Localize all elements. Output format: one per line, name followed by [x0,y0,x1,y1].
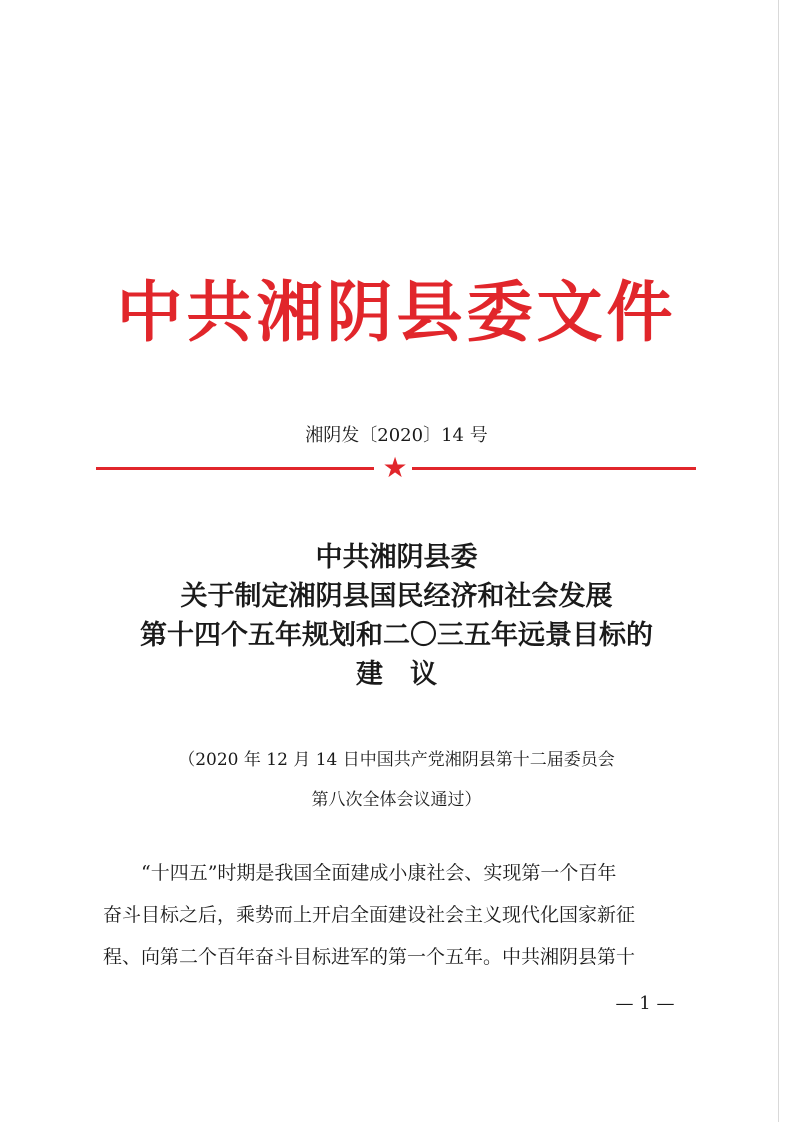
title-line: 第十四个五年规划和二〇三五年远景目标的 [140,620,653,651]
adoption-line: （2020 年 12 月 14 日中国共产党湘阴县第十二届委员会 [178,750,615,770]
title-line: 建 议 [356,659,437,690]
star-icon: ★ [382,451,408,484]
body-paragraph [103,852,693,978]
divider-line-left [96,467,374,470]
divider-line-right [412,467,696,470]
title-line: 中共湘阴县委 [315,542,478,573]
body-line: 程、向第二个百年奋斗目标进军的第一个五年。中共湘阴县第十 [103,946,636,968]
body-line: “十四五”时期是我国全面建成小康社会、实现第一个百年 [141,862,617,884]
adoption-line: 第八次全体会议通过） [311,790,482,810]
document-title [0,538,793,694]
red-divider [96,451,696,484]
body-line: 奋斗目标之后，乘势而上开启全面建设社会主义现代化国家新征 [103,904,636,926]
page-number: — 1 — [615,993,675,1014]
adoption-note [0,740,793,820]
document-header-title: 中共湘阴县委文件 [116,273,677,351]
title-line: 关于制定湘阴县国民经济和社会发展 [180,581,613,612]
document-number: 湘阴发〔2020〕14 号 [305,425,488,446]
